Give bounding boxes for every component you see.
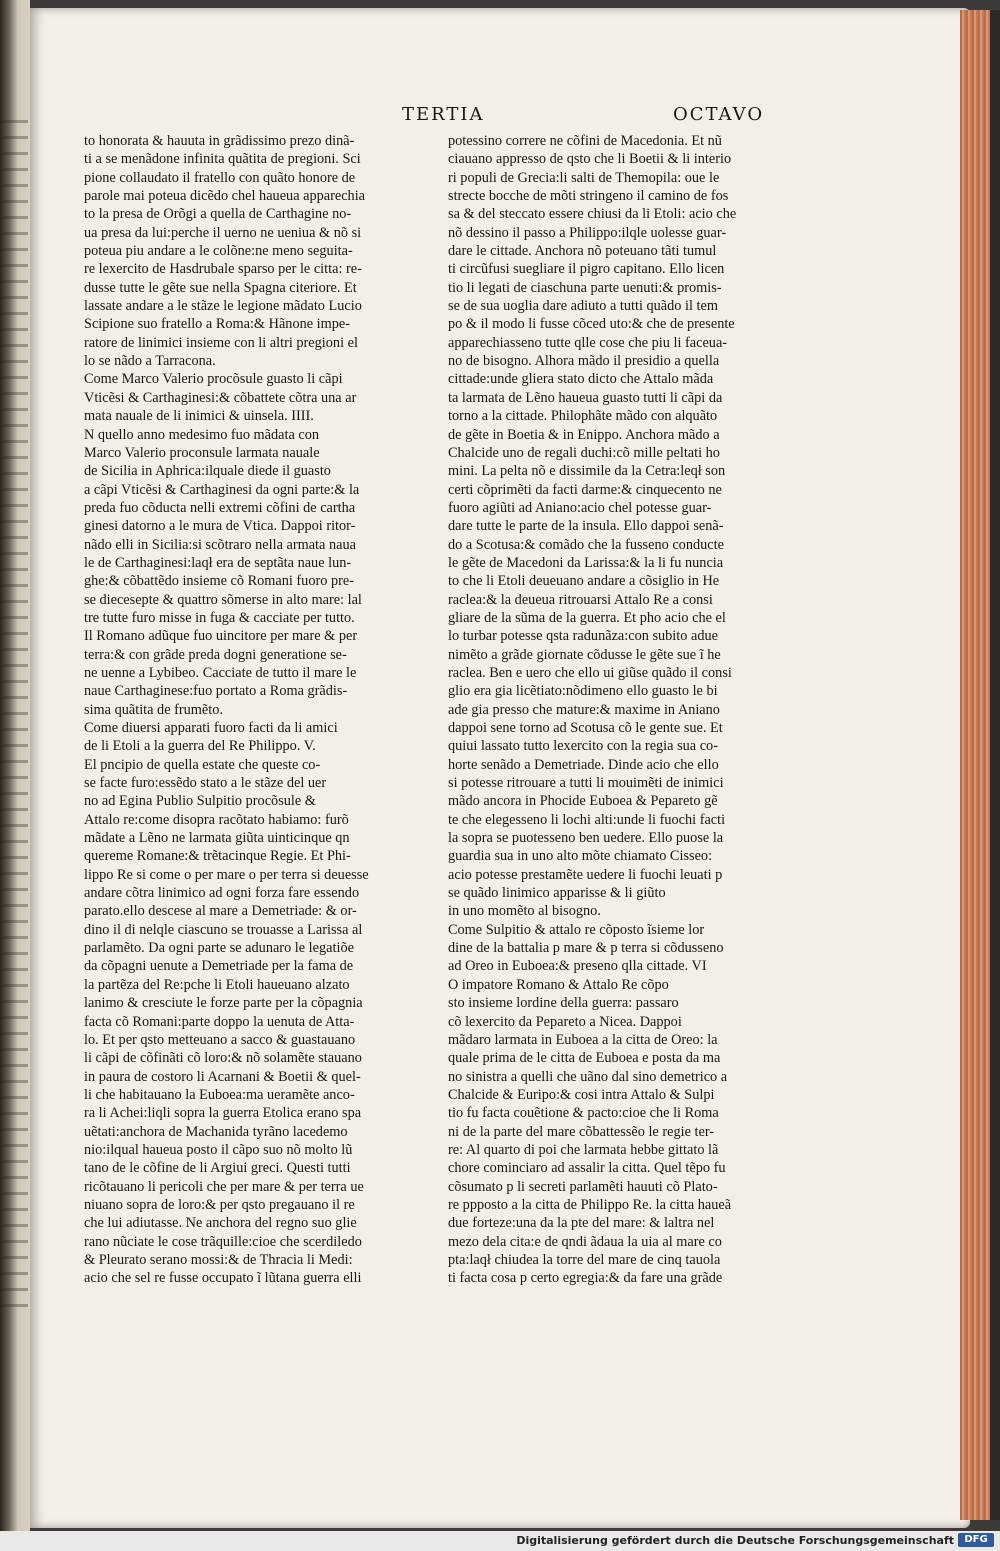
text-line: facta cõ Romani:parte doppo la uenuta de Atta- (84, 1013, 355, 1030)
text-line: tano de le cõfine de li Argiui greci. Questi tutti (84, 1160, 351, 1177)
footer-bar (0, 1531, 1000, 1551)
text-line: cõ lexercito da Pepareto a Nicea. Dappoi (448, 1013, 682, 1030)
text-line: sima quãtita de frumẽto. (84, 701, 223, 718)
text-line: lassate andare a le stãze le legione mãdato Lucio (84, 298, 362, 315)
text-column-left (84, 132, 428, 1288)
text-line: in uno momẽto al bisogno. (448, 903, 601, 920)
text-line: ginesi datorno a le mura de Vtica. Dappoi ritor- (84, 518, 356, 535)
text-line: tio li legati de ciaschuna parte uenuti:& promis- (448, 279, 722, 296)
text-line: glio era gia licẽtiato:nõdimeno ello guasto le bi (448, 683, 718, 700)
text-line: le gẽte de Macedoni da Larissa:& la li fu nuncia (448, 554, 724, 571)
running-head-right: OCTAVO (673, 104, 765, 125)
text-line: ti a se menãdone infinita quãtita de pregioni. Sci (84, 151, 361, 168)
text-line: Come Sulpitio & attalo re cõposto ĩsieme lor (448, 921, 705, 938)
text-line: quereme Romane:& trẽtacinque Regie. Et Phi- (84, 848, 351, 865)
text-line: si potesse ritrouare a tutti li mouimẽti de inimici (448, 775, 724, 792)
text-line: terra:& con grãde preda dogni generatione se- (84, 646, 347, 663)
text-line: Marco Valerio proconsule larmata nauale (84, 444, 320, 461)
text-line: Il Romano adũque fuo uincitore per mare & per (84, 628, 358, 645)
text-line: to che li Etoli deueuano andare a cõsiglio in He (448, 573, 720, 590)
text-line: li cãpi de cõfinãti cõ loro:& nõ solamẽte stauano (84, 1050, 362, 1067)
text-line: gliare de la sũma de la guerra. Et pho acio che el (448, 609, 726, 626)
text-line: do a Scotusa:& comãdo che la fusseno conducte (448, 536, 724, 553)
text-column-right (448, 132, 792, 1288)
text-line: ri populi de Grecia:li salti de Themopila: oue le (448, 169, 720, 186)
text-line: to la presa de Orõgi a quella de Carthagine no- (84, 206, 352, 223)
text-line: acio potesse prestamẽte uedere li fuochi leuati p (448, 866, 723, 883)
text-line: lo. Et per qsto metteuano a sacco & guastauano (84, 1031, 356, 1048)
text-line: pione collaudato il fratello con quãto honore de (84, 169, 356, 186)
text-line: dino il di nelqle ciascuno se trouasse a Larissa al (84, 921, 363, 938)
text-line: dappoi sene torno ad Scotusa cõ le gente sue. Et (448, 720, 723, 736)
text-line: horte senãdo a Demetriade. Dinde acio che ello (448, 756, 719, 773)
text-line: Come diuersi apparati fuoro facti da li amici (84, 720, 338, 736)
text-line: mãdaro larmata in Euboea a la citta de Oreo: la (448, 1031, 718, 1048)
text-line: re lexercito de Hasdrubale sparso per le citta: re- (84, 261, 362, 278)
text-line: uẽtati:anchora de Machanida tyrãno lacedemo (84, 1123, 348, 1140)
text-line: lo se nãdo a Tarracona. (84, 353, 216, 370)
text-line: acio che sel re fusse occupato ĩ lũtana guerra elli (84, 1270, 362, 1287)
text-line: O impatore Romano & Attalo Re cõpo (448, 976, 669, 993)
text-line: cittade:unde gliera stato dicto che Attalo mãda (448, 371, 714, 388)
text-line: lanimo & cresciute le forze parte per la cõpagnia (84, 995, 363, 1012)
text-line: se de sua uoglia dare adiuto a tutti quãdo il tem (448, 298, 718, 315)
text-line: due forteze:una da la pte del mare: & laltra nel (448, 1215, 715, 1232)
text-line: tio fu facta couẽtione & pacto:cioe che li Roma (448, 1105, 719, 1122)
text-line: Scipione suo fratello a Roma:& Hãnone impe- (84, 316, 351, 333)
text-line: potessino correre ne cõfini de Macedonia. Et nũ (448, 133, 722, 149)
text-line: strecte bocche de mõti stringeno il camino de fos (448, 188, 729, 205)
text-line: Come Marco Valerio procõsule guasto li cãpi (84, 371, 343, 388)
text-line: la partẽza del Re:pche li Etoli haueuano alzato (84, 976, 350, 993)
text-line: ad Oreo in Euboea:& preseno qlla cittade. VI (448, 958, 707, 975)
text-line: po & il modo li fusse cõced uto:& che de presente (448, 316, 735, 333)
text-line: ni de la parte del mare cõbattessẽo le regie ter- (448, 1123, 715, 1140)
text-line: ta larmata de Lẽno haueua guasto tutti li cãpi da (448, 389, 723, 406)
text-line: torno a la cittade. Philophãte mãdo con alquãto (448, 408, 718, 425)
text-line: niuano sopra de loro:& per qsto pregauano il re (84, 1196, 355, 1213)
dfg-logo: DFG (958, 1533, 994, 1547)
text-line: de li Etoli a la guerra del Re Philippo. V. (84, 738, 316, 755)
text-line: ti facta cosa p certo egregia:& da fare una grãde (448, 1270, 723, 1287)
text-line: te che elegesseno li lochi alti:unde li fuochi facti (448, 811, 726, 828)
text-line: ricõtauano li pericoli che per mare & per terra ue (84, 1178, 364, 1195)
text-line: ua presa da lui:perche il uerno ne ueniua & nõ si (84, 224, 362, 241)
funding-note: Digitalisierung gefördert durch die Deutsche Forschungsgemeinschaft (516, 1534, 954, 1547)
text-line: li che habitauano la Euboea:ma ueramẽte anco- (84, 1086, 355, 1103)
text-line: Chalcide & Euripo:& cosi intra Attalo & Sulpi (448, 1086, 715, 1103)
text-line: parlamẽto. Da ogni parte se adunaro le legatiõe (84, 940, 354, 957)
text-line: ratore de linimici insieme con li altri pregioni el (84, 334, 358, 351)
text-line: che lui adiutasse. Ne anchora del regno suo glie (84, 1215, 357, 1232)
text-line: la sopra se puotesseno ben uedere. Ello puose la (448, 830, 724, 847)
text-line: quale prima de le citta de Euboea e posta da ma (448, 1050, 721, 1067)
text-line: ciauano appresso de qsto che li Boetii & li interio (448, 151, 732, 168)
text-line: le de Carthaginesi:laqł era de septãta naue lun- (84, 554, 352, 571)
text-line: no de bisogno. Alhora mãdo il presidio a quella (448, 353, 720, 370)
text-line: apparechiasseno tutte qlle cose che piu li faceua- (448, 334, 728, 351)
text-line: dine de la battalia p mare & p terra si cõdusseno (448, 940, 724, 957)
text-line: preda fuo cõducta nelli extremi cõfini de cartha (84, 499, 356, 516)
text-line: sa & del steccato essere chiusi da li Etoli: acio che (448, 206, 737, 223)
running-head-left: TERTIA (402, 104, 485, 125)
text-line: da cõpagni uenute a Demetriade per la fama de (84, 958, 354, 975)
text-line: mãdo ancora in Phocide Euboea & Pepareto gẽ (448, 793, 718, 810)
text-line: ti circũfusi suegliare il pigro capitano. Ello licen (448, 261, 725, 278)
text-line: ne uenne a Lybibeo. Cacciate de tutto il mare le (84, 664, 357, 681)
text-line: dare tutte le parte de la insula. Ello dappoi senã- (448, 518, 724, 535)
text-line: quiui lassato tutto lexercito con la regia sua co- (448, 738, 718, 755)
text-line: parato.ello descese al mare a Demetriade: & or- (84, 903, 357, 920)
text-line: Vticẽsi & Carthaginesi:& cõbattete cõtra una ar (84, 389, 357, 406)
text-line: cõsumato p li secreti parlamẽti hauuti cõ Plato- (448, 1178, 718, 1195)
text-line: & Pleurato serano mossi:& de Thracia li Medi: (84, 1251, 353, 1268)
text-line: andare cõtra linimico ad ogni forza fare essendo (84, 885, 360, 902)
text-line: fuoro agiũti ad Aniano:acio chel potesse guar- (448, 499, 712, 516)
text-line: poteua piu andare a le colõne:ne meno seguita- (84, 243, 353, 260)
text-line: mini. La pelta nõ e dissimile da la Cetra:leqł son (448, 463, 726, 480)
text-line: mata nauale de li inimici & uinsela. IIII. (84, 408, 314, 425)
text-line: ade gia presso che mature:& maxime in Aniano (448, 701, 720, 718)
text-line: sto insieme lordine della guerra: passaro (448, 995, 679, 1012)
text-line: se quãdo linimico apparisse & li giũto (448, 885, 666, 902)
previous-page-edge (0, 0, 30, 1531)
text-line: El pncipio de quella estate che queste co- (84, 756, 321, 773)
text-line: tre tutte furo misse in fuga & cacciate per tutto. (84, 609, 355, 626)
text-line: a cãpi Vticẽsi & Carthaginesi da ogni parte:& la (84, 481, 360, 498)
text-line: pta:laqł chiudea la torre del mare de cinq tauola (448, 1251, 721, 1268)
text-line: se facte furo:essẽdo stato a le stãze del uer (84, 775, 327, 792)
text-line: nãdo elli in Sicilia:si scõtraro nella armata naua (84, 536, 356, 553)
text-line: mãdate a Lẽno ne larmata giũta uinticinque qn (84, 830, 350, 847)
text-line: nimẽto a grãde giornate cõdusse le gẽte sue ĩ he (448, 646, 721, 663)
text-line: no ad Egina Publio Sulpitio procõsule & (84, 793, 316, 810)
text-line: raclea. Ben e uero che ello ui giũse quãdo il consi (448, 664, 732, 681)
text-line: mezo dela cita:e de qndi ãdaua la uia al mare co (448, 1233, 722, 1250)
page-fore-edge (960, 10, 1000, 1520)
text-line: ra li Achei:liqli sopra la guerra Etolica erano spa (84, 1105, 362, 1122)
text-line: Chalcide uno de regali duchi:cõ mille peltati ho (448, 444, 720, 461)
text-line: in paura de costoro li Acarnani & Boetii & quel- (84, 1068, 361, 1085)
text-line: guardia sua in uno alto mõte chiamato Cisseo: (448, 848, 713, 865)
text-line: raclea:& la deueua ritrouarsi Attalo Re a consi (448, 591, 713, 608)
text-line: naue Carthaginese:fuo portato a Roma grãdis- (84, 683, 348, 700)
text-line: Attalo re:come disopra racõtato habiamo: furõ (84, 811, 349, 828)
text-line: rano nũciate le cose trãquille:cioe che scerdiledo (84, 1233, 362, 1250)
text-line: certi cõprimẽti da facti darme:& cinquecento ne (448, 481, 722, 498)
text-line: lippo Re si come o per mare o per terra si deuesse (84, 866, 369, 883)
text-line: chore cominciaro ad assalir la citta. Quel tẽpo fu (448, 1160, 726, 1177)
text-line: parole mai poteua dicẽdo chel haueua apparechia (84, 188, 366, 205)
text-line: ghe:& cõbattẽdo insieme cõ Romani fuoro pre- (84, 573, 354, 590)
text-line: de Sicilia in Aphrica:ilquale diede il guasto (84, 463, 331, 480)
text-line: dare le cittade. Anchora nõ poteuano tãti tumul (448, 243, 717, 260)
text-line: no sinistra a quelli che uãno dal sino demetrico a (448, 1068, 728, 1085)
text-line: lo turbar potesse qsta radunãza:con subito adue (448, 628, 718, 645)
text-line: to honorata & hauuta in grãdissimo prezo dinã- (84, 133, 355, 149)
text-line: dusse tutte le gẽte sue nella Spagna citeriore. Et (84, 279, 357, 296)
text-line: re: Al quarto di poi che larmata hebbe gittato lã (448, 1141, 719, 1158)
text-line: de gẽte in Boetia & in Enippo. Anchora mãdo a (448, 426, 720, 443)
text-line: N quello anno medesimo fuo mãdata con (84, 426, 320, 443)
text-line: nio:ilqual haueua posto il cãpo suo nõ molto lũ (84, 1141, 353, 1158)
text-line: re ppposto a la citta de Philippo Re. la citta haueã (448, 1196, 732, 1213)
text-line: nõ dessino il passo a Philippo:ilqle uolesse guar- (448, 224, 727, 241)
text-line: se diecesepte & quattro sõmerse in alto mare: lal (84, 591, 362, 608)
